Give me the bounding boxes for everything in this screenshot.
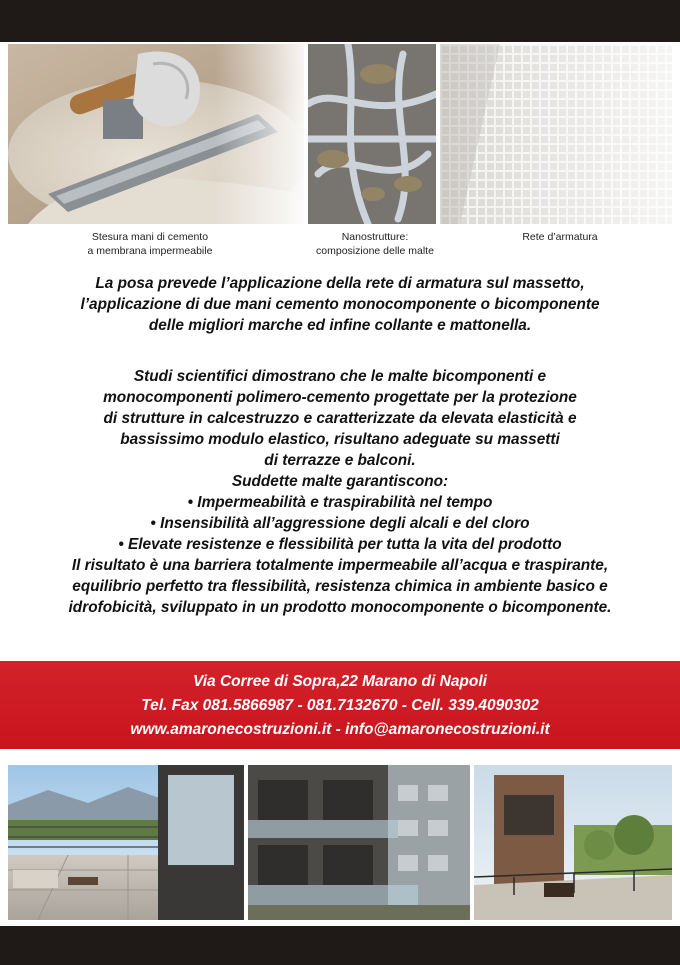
study-line: di terrazze e balconi. [264,452,416,469]
study-line: Suddette malte garantiscono: [231,473,449,490]
photo-cement-application [8,44,304,224]
study-line: Il risultato è una barriera totalmente impermeabile all’acqua e traspirante, [71,557,609,574]
intro-line: l’applicazione di due mani cemento monocomponente o bicomponente [80,296,600,313]
intro-paragraph [20,273,660,336]
study-line: di strutture in calcestruzzo e caratterizzate da elevata elasticità e [103,410,577,427]
caption-reinforcing-mesh [480,230,640,244]
benefit-item: • Impermeabilità e traspirabilità nel tempo [187,494,493,511]
photo-building-balconies [248,765,470,920]
study-line: idrofobicità, sviluppato in un prodotto monocomponente o bicomponente. [68,599,612,616]
benefit-item: • Elevate resistenze e flessibilità per tutta la vita del prodotto [118,536,562,553]
study-line: monocomponenti polimero-cemento progettate per la protezione [103,389,577,406]
benefit-item: • Insensibilità all’aggressione degli alcali e del cloro [150,515,530,532]
study-line: Studi scientifici dimostrano che le malte bicomponenti e [133,368,547,385]
photo-terrace-mountains [8,765,244,920]
study-line: equilibrio perfetto tra flessibilità, resistenza chimica in ambiente basico e [72,578,608,595]
photo-nanostructures [308,44,436,224]
caption-nanostructures [290,230,460,258]
caption-line: Rete d’armatura [522,231,598,243]
contact-web[interactable]: www.amaronecostruzioni.it - info@amaronecostruzioni.it [130,721,550,738]
intro-line: delle migliori marche ed infine collante e mattonella. [148,317,532,334]
study-line: bassissimo modulo elastico, risultano adeguate su massetti [120,431,560,448]
contact-bar [0,661,680,749]
study-paragraph [20,366,660,618]
intro-line: La posa prevede l’applicazione della rete di armatura sul massetto, [95,275,585,292]
contact-address: Via Corree di Sopra,22 Marano di Napoli [192,673,487,690]
caption-line: composizione delle malte [316,245,434,257]
bottom-band [0,926,680,965]
caption-line: Nanostrutture: [341,231,409,243]
photo-reinforcing-mesh [440,44,672,224]
contact-phones: Tel. Fax 081.5866987 - 081.7132670 - Cell. 339.4090302 [141,697,539,714]
caption-line: a membrana impermeabile [87,245,213,257]
top-band [0,0,680,42]
caption-cement-application [60,230,240,258]
photo-modern-terrace [474,765,672,920]
caption-line: Stesura mani di cemento [91,231,209,243]
